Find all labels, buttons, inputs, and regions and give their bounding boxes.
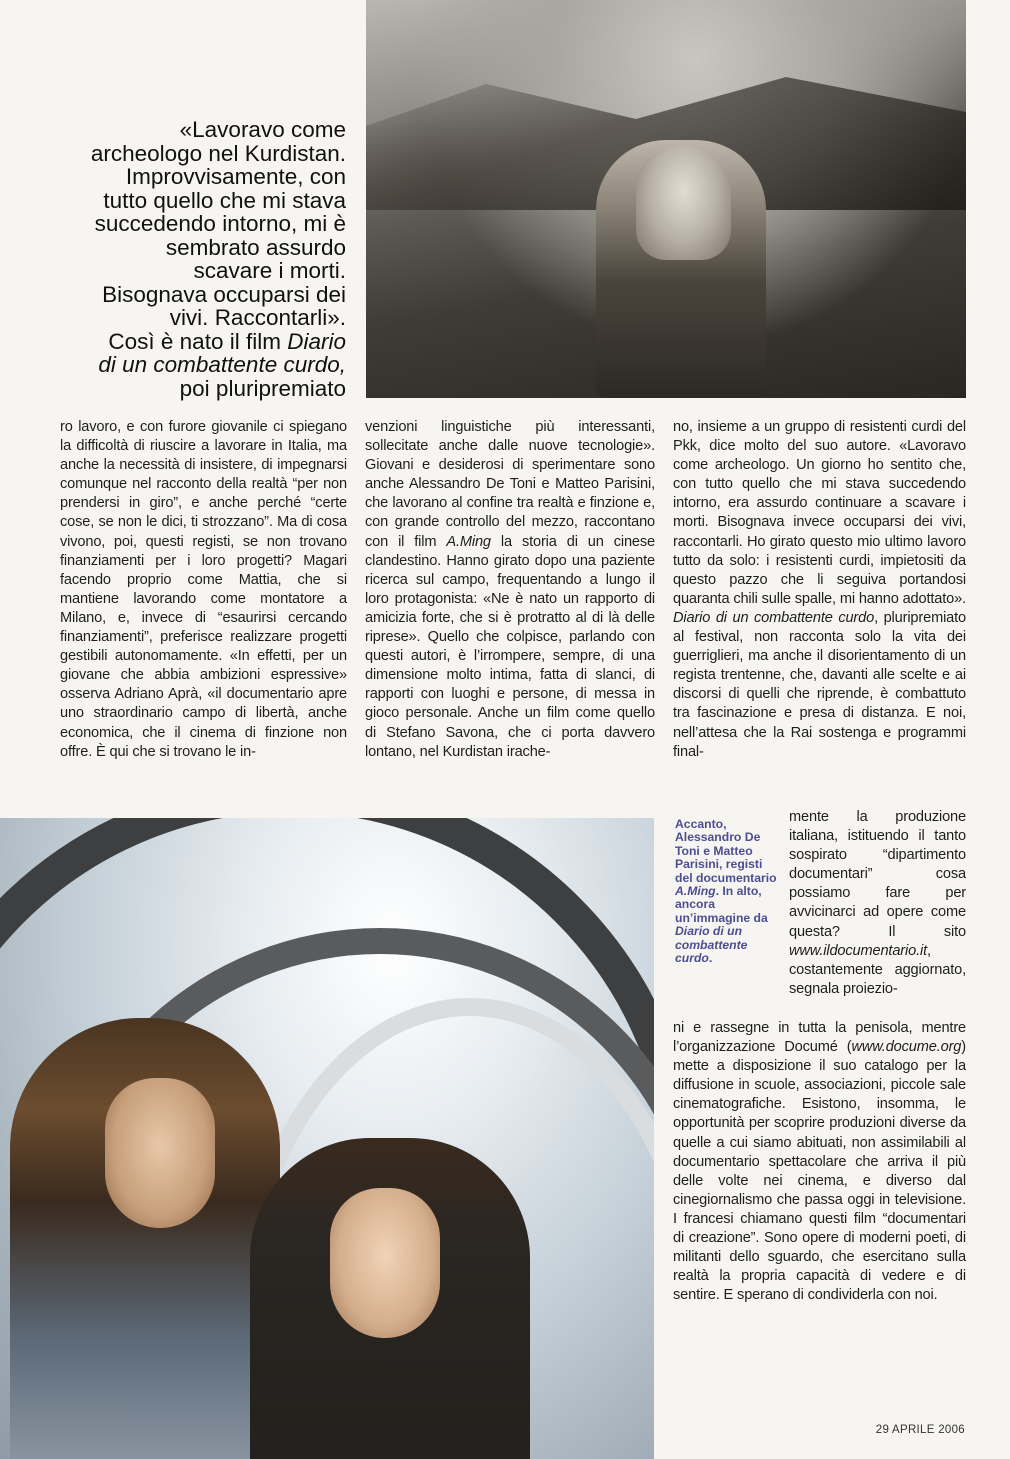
film-title-aming: A.Ming bbox=[446, 533, 491, 550]
directors-photo bbox=[0, 818, 654, 1459]
column-3-text-a: no, insieme a un gruppo di resistenti curdi del Pkk, dice molto del suo autore. «Lavoravo come archeologo. Un giorno ho sentito che, con tutto quello che mi stava succedendo intorno, era assurdo continuare a scavare i morti. Bisognava invece occuparsi dei vivi, raccontarli. Ho girato questo mio ultimo lavoro tutto da solo: i resistenti curdi, impietositi da questo pazzo che li seguiva portandosi quaranta chili sulle spalle, mi hanno adottato». bbox=[673, 419, 966, 607]
site-ildocumentario[interactable]: www.ildocumentario.it bbox=[789, 942, 927, 959]
pull-quote-film-title: di un combattente curdo, bbox=[98, 352, 346, 377]
film-title-diario: Diario di un combattente curdo bbox=[673, 609, 875, 626]
column-2-text bbox=[365, 418, 655, 762]
body-column-3 bbox=[673, 418, 966, 762]
pull-quote-line: Improvvisamente, con bbox=[125, 164, 346, 189]
pull-quote-line: Bisognava occuparsi dei bbox=[102, 281, 346, 307]
column-3-narrow-a: mente la produzione italiana, istituendo il tanto sospirato “dipartimento documentari” cosa possiamo fare per avvicinarci ad opere come questa? Il sito bbox=[789, 809, 966, 940]
pull-quote-line: sembrato assurdo bbox=[165, 234, 346, 260]
column-3-text-b: , pluripremiato al festival, non racconta solo la vita dei guerriglieri, ma anche il disorientamento di un regista trentenne, che, davanti alle scelte e ai discorsi di quelli che riprende, è combattuto tra fascinazione e presa di distanza. E noi, nell’attesa che la Rai sostenga e programmi final- bbox=[673, 609, 966, 760]
pull-quote-line: scavare i morti. bbox=[193, 258, 346, 283]
column-3-continued-text bbox=[673, 1019, 966, 1305]
site-docume[interactable]: www.docume.org bbox=[851, 1039, 962, 1056]
column-3-narrow-b: , costantemente aggiornato, segnala proiezio- bbox=[789, 942, 966, 997]
caption-text-b: . In alto, ancora un’immagine da bbox=[675, 884, 768, 925]
pull-quote-line bbox=[20, 353, 346, 377]
pull-quote-film-title: Diario bbox=[287, 328, 346, 354]
director-left-face bbox=[105, 1078, 215, 1228]
column-3-wide-a: ni e rassegne in tutta la penisola, mentre l’organizzazione Documé ( bbox=[673, 1020, 966, 1056]
headscarf bbox=[636, 145, 731, 260]
column-1-text: ro lavoro, e con furore giovanile ci spiegano la difficoltà di riuscire a lavorare in Italia, ma anche la necessità di insistere, di impegnarsi comunque nel racconto della realtà “per non prendersi in giro”, e anche perché “certe cose, se non le dici, ti strozzano”. Ma di cosa vivono, poi, questi registi, se non trovano finanziamenti per i loro progetti? Magari facendo proprio come Mattia, che si mantiene lavorando come montatore a Milano, e, invece di “esaurirsi cercando finanziamenti”, preferisce realizzare progetti gestibili autonomamente. «In effetti, per un giovane che abbia ambizioni espressive» osserva Adriano Aprà, «il documentario apre uno straordinario campo di libertà, anche economica, che il cinema di finzione non offre. È qui che si trovano le in- bbox=[60, 419, 347, 760]
body-column-2 bbox=[365, 418, 655, 762]
column-2-text-a: venzioni linguistiche più interessanti, sollecitate anche dalle nuove tecnologie». Giovani e desiderosi di sperimentare sono anche Alessandro De Toni e Matteo Parisini, che lavorano al confine tra realtà e finzione e, con grande controllo del mezzo, raccontano con il film bbox=[365, 419, 655, 550]
column-3-wide-b: ) mette a disposizione il suo catalogo per la diffusione in scuole, associazioni, piccole sale cinematografiche. Esistono, insomma, le opportunità per scoprire produzioni diverse da quelle a cui siamo abituati, non assimilabili al documentario spettacolare che arriva il più delle volte nei cinema, e diverso dal cinegiornalismo che passa oggi in televisione. I francesi chiamano questi film “documentari di creazione”. Sono opere di moderni poeti, di militanti dello sguardo, che esercitano sulla realtà la propria capacità di vedere e di sentire. E sperano di condividerla con noi. bbox=[673, 1039, 966, 1304]
body-column-1 bbox=[60, 418, 347, 762]
photo-caption bbox=[675, 818, 781, 965]
body-column-3-continued bbox=[673, 1019, 966, 1305]
pull-quote-text: Così è nato il film bbox=[108, 328, 288, 354]
pull-quote-line: vivi. Raccontarli». bbox=[169, 305, 346, 330]
caption-film-aming: A.Ming bbox=[675, 884, 716, 899]
pull-quote-line: tutto quello che mi stava bbox=[103, 187, 346, 213]
pull-quote-line: archeologo nel Kurdistan. bbox=[90, 140, 346, 166]
director-right-face bbox=[330, 1188, 440, 1338]
pull-quote-line: succedendo intorno, mi è bbox=[94, 211, 346, 236]
caption-film-diario: Diario di un combattente curdo bbox=[675, 924, 748, 966]
column-2-text-b: la storia di un cinese clandestino. Hanno girato dopo una paziente ricerca sul campo, frequentando a lungo il loro protagonista: «Ne è nato un rapporto di amicizia forte, che si è protratto al di là delle riprese». Quello che colpisce, parlando con questi autori, è l’irrompere, sempre, di una dimensione molto intima, fatta di slanci, di rapporti con luoghi e persone, di messa in gioco personale. Anche un film come quello di Stefano Savona, che ci porta davvero lontano, nel Kurdistan irache- bbox=[365, 533, 655, 760]
pull-quote bbox=[20, 118, 346, 400]
caption-text-a: Accanto, Alessandro De Toni e Matteo Parisini, registi del documentario bbox=[675, 817, 777, 885]
body-column-3-narrow bbox=[789, 808, 966, 999]
pull-quote-line bbox=[20, 330, 346, 354]
issue-date: 29 APRILE 2006 bbox=[875, 1424, 965, 1436]
column-3-text bbox=[673, 418, 966, 762]
kurdistan-photo bbox=[366, 0, 966, 398]
column-3-narrow-text bbox=[789, 808, 966, 999]
pull-quote-line: «Lavoravo come bbox=[179, 117, 346, 142]
pull-quote-line: poi pluripremiato bbox=[179, 375, 346, 401]
caption-text-c: . bbox=[708, 951, 713, 966]
